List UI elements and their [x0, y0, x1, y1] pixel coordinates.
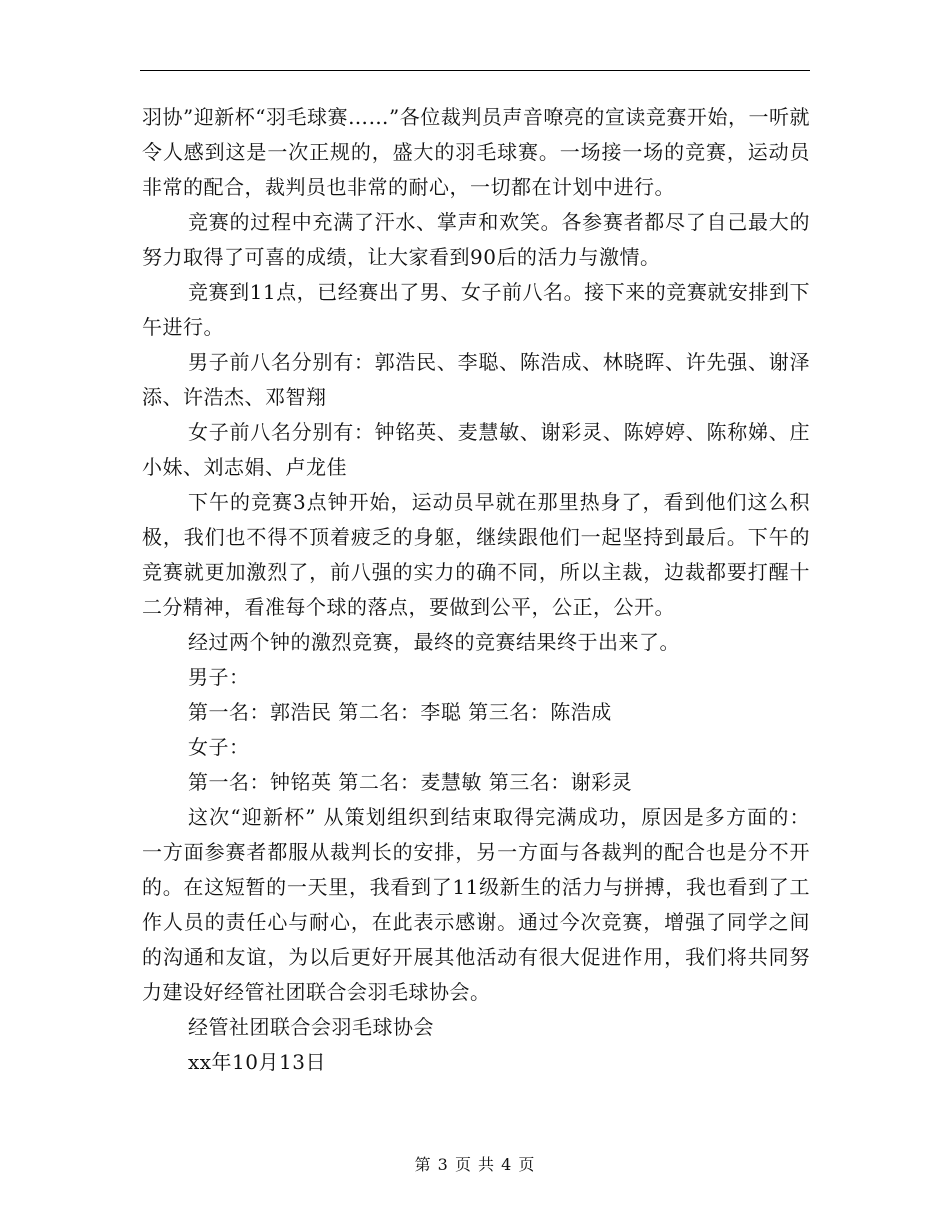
paragraph: 第一名：钟铭英 第二名：麦慧敏 第三名：谢彩灵 — [188, 770, 633, 794]
page-number: 第 3 页 共 4 页 — [414, 1155, 536, 1174]
paragraph: 男子： — [188, 665, 250, 689]
paragraph: 这次“迎新杯” 从策划组织到结束取得完满成功，原因是多方面的：一方面参赛者都服从裁判长的安排，另一方面与各裁判的配合也是分不开的。在这短暂的一天里，我看到了11级新生的活力与拼搏，我也看到了工作人员的责任心与耐心，在此表示感谢。通过今次竞赛，增强了同学之间的沟通和友谊，为以后更好开展其他活动有很大促进作用，我们将共同努力建设好经管社团联合会羽毛球协会。 — [142, 805, 810, 1004]
paragraph: 男子前八名分别有：郭浩民、李聪、陈浩成、林晓晖、许先强、谢泽添、许浩杰、邓智翔 — [142, 350, 810, 409]
paragraph: 女子前八名分别有：钟铭英、麦慧敏、谢彩灵、陈婷婷、陈称娣、庄小妹、刘志娟、卢龙佳 — [142, 420, 810, 479]
paragraph: 下午的竞赛3点钟开始，运动员早就在那里热身了，看到他们这么积极，我们也不得不顶着疲乏的身躯，继续跟他们一起坚持到最后。下午的竞赛就更加激烈了，前八强的实力的确不同，所以主裁，边裁都要打醒十二分精神，看准每个球的落点，要做到公平，公正，公开。 — [142, 490, 810, 619]
paragraph: 竞赛到11点，已经赛出了男、女子前八名。接下来的竞赛就安排到下午进行。 — [142, 280, 810, 339]
header-rule — [140, 70, 810, 71]
signature-organization: 经管社团联合会羽毛球协会 — [188, 1015, 434, 1039]
paragraph: 第一名：郭浩民 第二名：李聪 第三名：陈浩成 — [188, 700, 612, 724]
paragraph: 经过两个钟的激烈竞赛，最终的竞赛结果终于出来了。 — [188, 630, 680, 654]
paragraph: 女子： — [188, 735, 250, 759]
paragraph: 竞赛的过程中充满了汗水、掌声和欢笑。各参赛者都尽了自己最大的努力取得了可喜的成绩，让大家看到90后的活力与激情。 — [142, 210, 810, 269]
signature-date: xx年10月13日 — [188, 1050, 326, 1074]
body-text — [142, 100, 810, 1080]
paragraph: 羽协”迎新杯“羽毛球赛……”各位裁判员声音嘹亮的宣读竞赛开始，一听就令人感到这是一次正规的，盛大的羽毛球赛。一场接一场的竞赛，运动员非常的配合，裁判员也非常的耐心，一切都在计划中进行。 — [142, 105, 810, 199]
